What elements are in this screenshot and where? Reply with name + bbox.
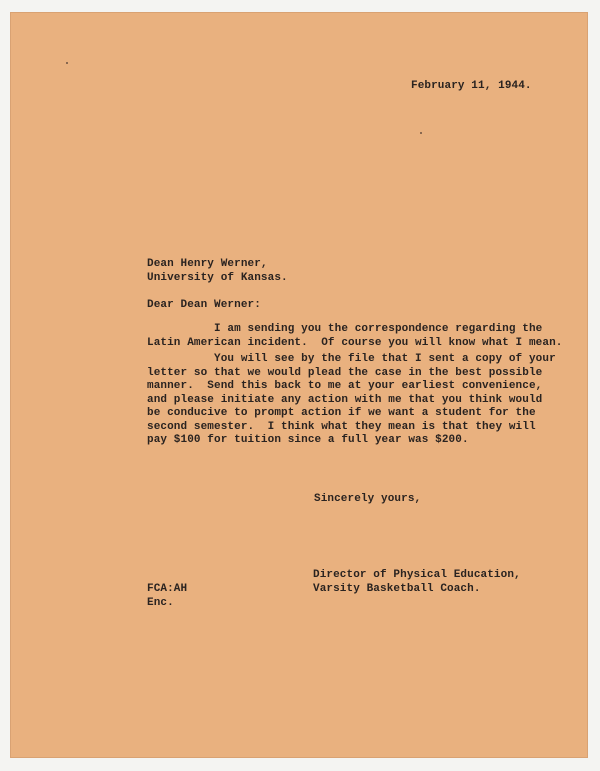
signature-title-2: Varsity Basketball Coach.: [313, 583, 481, 595]
recipient-organization: University of Kansas.: [147, 272, 288, 284]
paragraph-2: You will see by the file that I sent a copy of your letter so that we would plead the case in the best possible manner. Send this back to me at your earliest convenience, and please initiate any action with me that you think would be conducive to prompt action if we want a student for the second semester. I think what they mean is that they will pay $100 for tuition since a full year was $200.: [147, 353, 556, 446]
paragraph-1: I am sending you the correspondence regarding the Latin American incident. Of course you will know what I mean.: [147, 323, 563, 349]
reference-initials: FCA:AH: [147, 583, 188, 595]
recipient-name: Dean Henry Werner,: [147, 258, 268, 270]
salutation: Dear Dean Werner:: [147, 299, 261, 311]
signature-title-1: Director of Physical Education,: [313, 569, 521, 581]
complimentary-closing: Sincerely yours,: [314, 493, 422, 505]
letter-date: February 11, 1944.: [411, 80, 532, 92]
letter-body: [10, 12, 588, 758]
letter-page: [10, 12, 588, 758]
enclosure-notation: Enc.: [147, 597, 174, 609]
